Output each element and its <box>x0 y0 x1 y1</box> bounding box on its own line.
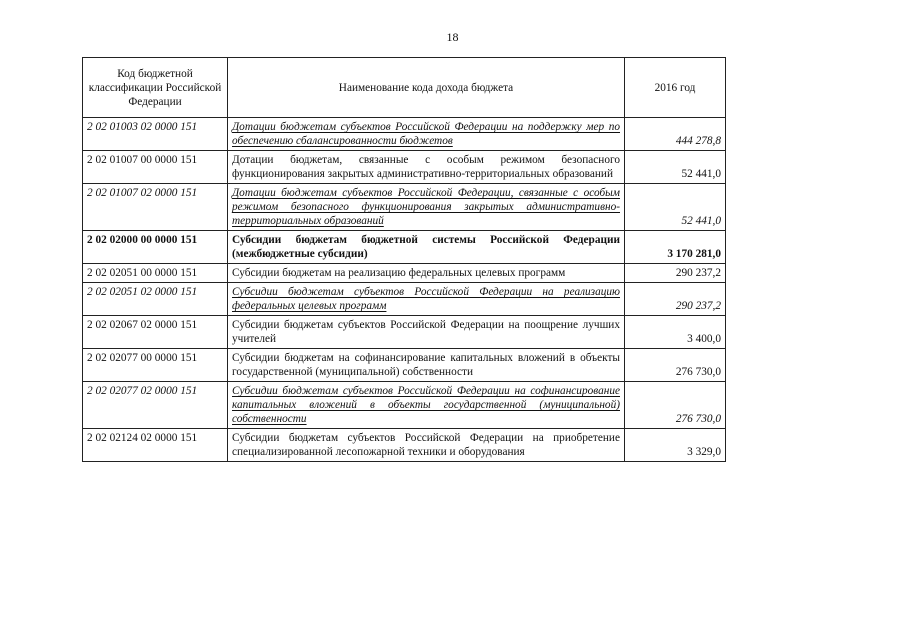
row-code: 2 02 02124 02 0000 151 <box>83 429 228 462</box>
table-row <box>83 429 726 462</box>
row-name: Субсидии бюджетам на софинансирование капитальных вложений в объекты государственной (муниципальной) собственности <box>232 352 620 378</box>
row-code: 2 02 02077 02 0000 151 <box>83 382 228 429</box>
row-code: 2 02 01003 02 0000 151 <box>83 118 228 151</box>
row-name-cell <box>228 349 625 382</box>
budget-revenue-table <box>82 57 726 462</box>
row-name: Субсидии бюджетам субъектов Российской Федерации на поощрение лучших учителей <box>232 319 620 345</box>
page-number: 18 <box>446 30 459 44</box>
table-row <box>83 184 726 231</box>
row-code: 2 02 02051 02 0000 151 <box>83 283 228 316</box>
table-row <box>83 316 726 349</box>
row-name-cell <box>228 231 625 264</box>
table-row <box>83 349 726 382</box>
row-name: Дотации бюджетам, связанные с особым режимом безопасного функционирования закрытых административно-территориальных образований <box>232 154 620 180</box>
row-name-cell <box>228 118 625 151</box>
row-name-cell <box>228 184 625 231</box>
table-row <box>83 382 726 429</box>
row-amount: 290 237,2 <box>625 264 726 283</box>
table-body <box>83 118 726 462</box>
table-row <box>83 283 726 316</box>
table-row <box>83 151 726 184</box>
row-amount: 276 730,0 <box>625 382 726 429</box>
table-header-row <box>83 58 726 118</box>
row-name-cell <box>228 429 625 462</box>
row-amount: 52 441,0 <box>625 151 726 184</box>
row-code: 2 02 02077 00 0000 151 <box>83 349 228 382</box>
row-amount: 3 170 281,0 <box>625 231 726 264</box>
row-code: 2 02 02067 02 0000 151 <box>83 316 228 349</box>
row-name: Дотации бюджетам субъектов Российской Федерации, связанные с особым режимом безопасного функционирования закрытых административно-территориальных образований <box>232 187 620 227</box>
row-name-cell <box>228 382 625 429</box>
table-row <box>83 264 726 283</box>
row-name-cell <box>228 264 625 283</box>
row-code: 2 02 01007 00 0000 151 <box>83 151 228 184</box>
row-amount: 3 400,0 <box>625 316 726 349</box>
table-row <box>83 118 726 151</box>
row-code: 2 02 01007 02 0000 151 <box>83 184 228 231</box>
table-row <box>83 231 726 264</box>
row-code: 2 02 02000 00 0000 151 <box>83 231 228 264</box>
row-name-cell <box>228 316 625 349</box>
row-name: Дотации бюджетам субъектов Российской Федерации на поддержку мер по обеспечению сбалансированности бюджетов <box>232 121 620 147</box>
row-code: 2 02 02051 00 0000 151 <box>83 264 228 283</box>
row-amount: 3 329,0 <box>625 429 726 462</box>
header-year: 2016 год <box>625 58 726 118</box>
row-amount: 276 730,0 <box>625 349 726 382</box>
row-amount: 290 237,2 <box>625 283 726 316</box>
header-code: Код бюджетной классификации Российской Федерации <box>83 58 228 118</box>
row-amount: 444 278,8 <box>625 118 726 151</box>
row-name: Субсидии бюджетам субъектов Российской Федерации на приобретение специализированной лесопожарной техники и оборудования <box>232 432 620 458</box>
row-name: Субсидии бюджетам на реализацию федеральных целевых программ <box>232 267 566 279</box>
header-name: Наименование кода дохода бюджета <box>228 58 625 118</box>
row-name: Субсидии бюджетам субъектов Российской Федерации на софинансирование капитальных вложений в объекты государственной (муниципальной) собственности <box>232 385 620 425</box>
row-name-cell <box>228 283 625 316</box>
row-amount: 52 441,0 <box>625 184 726 231</box>
row-name: Субсидии бюджетам бюджетной системы Российской Федерации (межбюджетные субсидии) <box>232 234 620 260</box>
row-name: Субсидии бюджетам субъектов Российской Федерации на реализацию федеральных целевых программ <box>232 286 620 312</box>
row-name-cell <box>228 151 625 184</box>
